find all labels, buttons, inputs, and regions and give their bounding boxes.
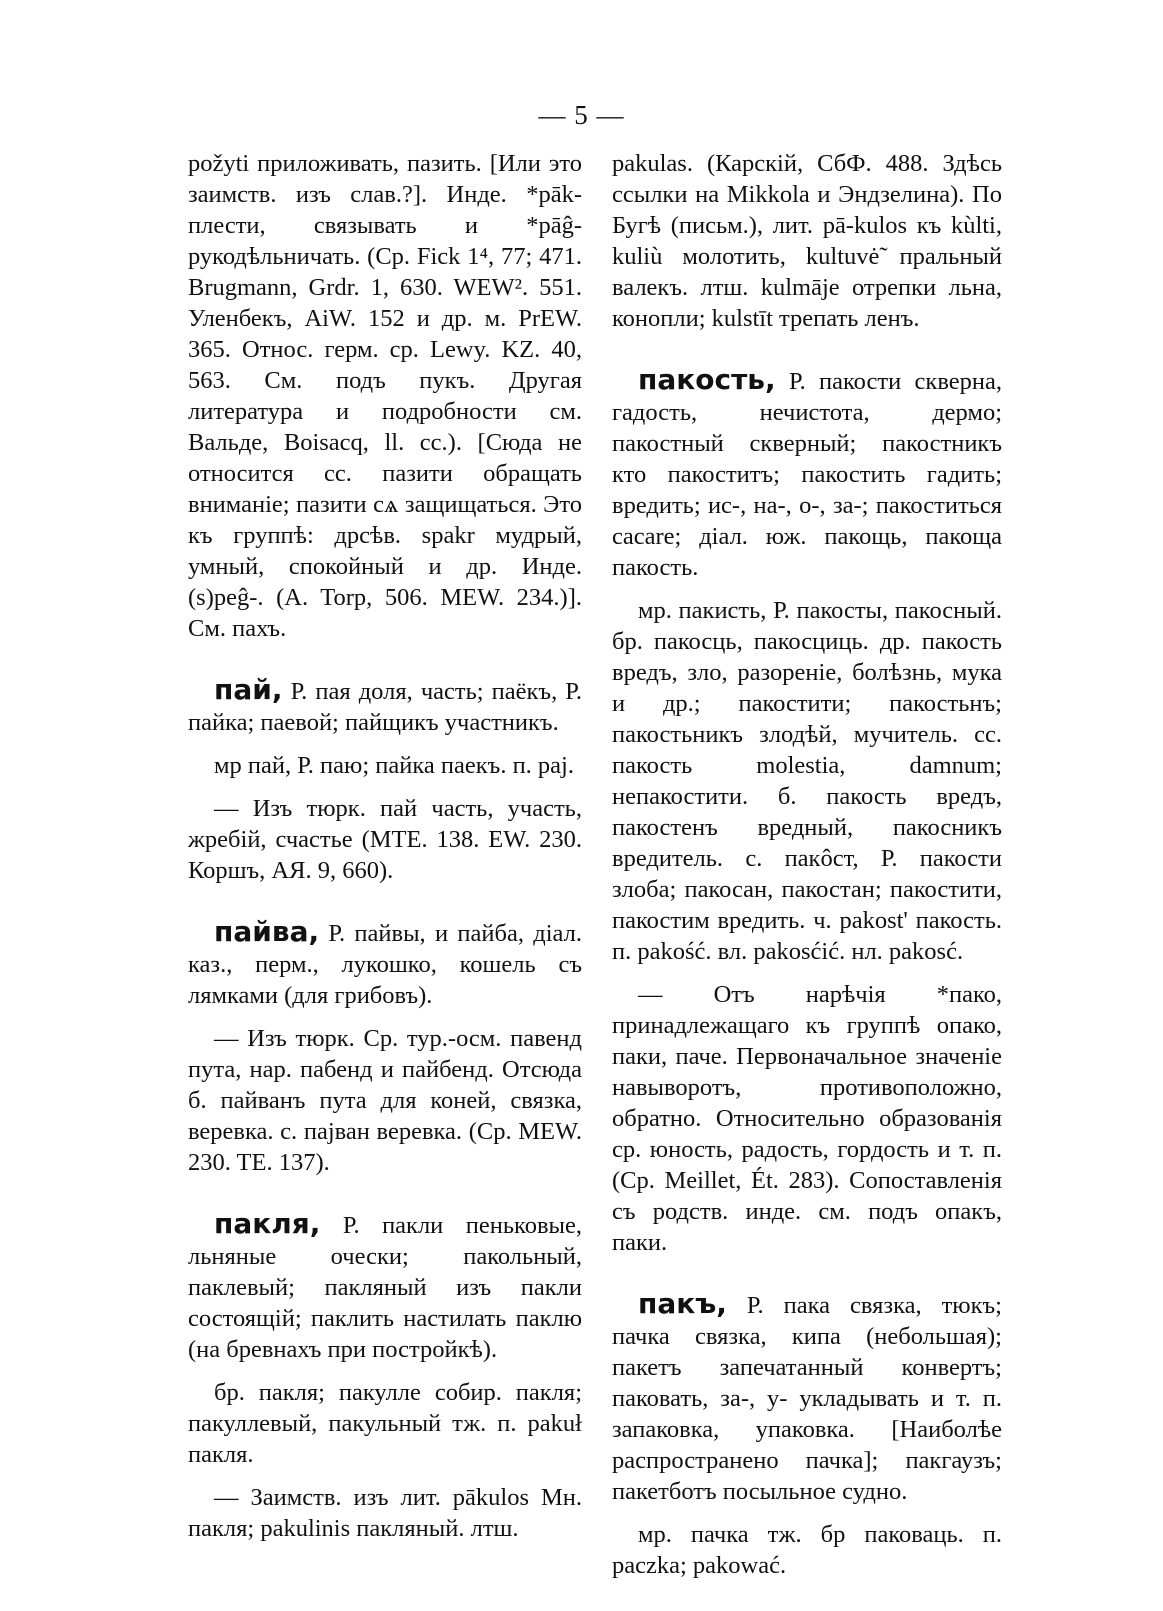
- entry-etymology: — Изъ тюрк. Ср. тур.-осм. павенд пута, нар. пабенд и пайбенд. Отсюда б. пайванъ пута для коней, связка, веревка. с. пајван веревка. (Ср. MEW. 230. TE. 137).: [188, 1025, 582, 1176]
- entry-etymology: — Заимств. изъ лит. pākulos Мн. пакля; pakulinis пакляный. лтш.: [188, 1484, 582, 1542]
- headword: пакля,: [214, 1207, 321, 1240]
- entry-definition: Р. пая доля, часть; паёкъ, Р. пайка; паевой; пайщикъ участникъ.: [188, 678, 582, 736]
- entry-main: [612, 364, 1002, 583]
- left-column: [188, 148, 582, 1574]
- entry-continuation-right: [612, 148, 1002, 334]
- headword: пакость,: [638, 363, 776, 396]
- entry-definition: Р. пакли пеньковые, льняные очески; пакольный, паклевый; пакляный изъ пакли состоящій; паклить настилать паклю (на бревнахъ при постройкѣ).: [188, 1212, 582, 1363]
- entry-main: [188, 1208, 582, 1365]
- continuation-text: požyti приложивать, пазить. [Или это заимств. изъ слав.?]. Инде. *pāk- плести, связывать и *pāĝ- рукодѣльничать. (Ср. Fick 1⁴, 77; 471. Brugmann, Grdr. 1, 630. WEW². 551. Уленбекъ, AiW. 152 и др. м. PrEW. 365. Относ. герм. ср. Lewy. KZ. 40, 563. См. подъ пукъ. Другая литература и подробности см. Вальде, Boisacq, ll. cc.). [Сюда не относится сс. пазити обращать вниманіе; пазити сѧ защищаться. Это къ группѣ: дрсѣв. spakr мудрый, умный, спокойный и др. Инде. (s)peĝ-. (A. Torp, 506. MEW. 234.)]. См. пахъ.: [188, 150, 582, 642]
- entry-definition: Р. пайвы, и пайба, діал. каз., перм., лукошко, кошель съ лямками (для грибовъ).: [188, 920, 582, 1009]
- entry-main: [612, 1288, 1002, 1507]
- entry-dialects: бр. пакля; пакулле собир. пакля; пакуллевый, пакульный тж. п. pakuł пакля.: [188, 1379, 582, 1468]
- entry-paiva: [188, 916, 582, 1178]
- entry-etymology: — Изъ тюрк. пай часть, участь, жребій, счастье (MTE. 138. EW. 230. Коршъ, АЯ. 9, 660).: [188, 795, 582, 884]
- page-number: — 5 —: [538, 100, 625, 130]
- entry-definition: Р. пака связка, тюкъ; пачка связка, кипа (небольшая); пакетъ запечатанный конвертъ; паковать, за-, у- укладывать и т. п. запаковка, упаковка. [Наиболѣе распространено пачка]; пакгаузъ; пакетботъ посыльное судно.: [612, 1292, 1002, 1505]
- entry-pakost: [612, 364, 1002, 1258]
- entry-definition: Р. пакости скверна, гадость, нечистота, дермо; пакостный скверный; пакостникъ кто пакоститъ; пакостить гадить; вредить; ис-, на-, о-, за-; пакоститься cacare; діал. юж. пакощь, пакоща пакость.: [612, 368, 1002, 581]
- entry-dialects: мр. пакисть, Р. пакосты, пакосный. бр. пакосць, пакосциць. др. пакость вредъ, зло, разореніе, болѣзнь, мука и др.; пакостити; пакостьнъ; пакостьникъ злодѣй, мучитель. сс. пакость molestia, damnum; непакостити. б. пакость вредъ, пакостенъ вредный, пакосникъ вредитель. с. пакôст, Р. пакости злоба; пакосан, пакостан; пакостити, пакостим вредить. ч. pakost' пакость. п. pakość. вл. pakosćić. нл. pakosć.: [612, 597, 1002, 965]
- entry-etymology: — Отъ нарѣчія *пако, принадлежащаго къ группѣ опако, паки, паче. Первоначальное значеніе навыворотъ, противоположно, обратно. Относительно образованія ср. юность, радость, гордость и т. п. (Ср. Meillet, Ét. 283). Сопоставленія съ родств. инде. см. подъ опакъ, паки.: [612, 981, 1002, 1256]
- entry-paklya: [188, 1208, 582, 1544]
- entry-pak: [612, 1288, 1002, 1581]
- entry-main: [188, 916, 582, 1011]
- entry-continuation-left: [188, 148, 582, 644]
- entry-main: [188, 674, 582, 738]
- headword: пайва,: [214, 915, 320, 948]
- entry-dialects: мр. пачка тж. бр паковаць. п. paczka; pakować.: [612, 1521, 1002, 1579]
- headword: пай,: [214, 673, 283, 706]
- right-column: [612, 148, 1002, 1611]
- headword: пакъ,: [638, 1287, 727, 1320]
- entry-pai: [188, 674, 582, 886]
- continuation-text: pakulas. (Карскій, СбФ. 488. Здѣсь ссылки на Mikkola и Эндзелина). По Бугѣ (письм.), лит. pā-kulos къ kùlti, kuliù молотить, kultuvė̃ пральный валекъ. лтш. kulmāje отрепки льна, конопли; kulstīt трепать ленъ.: [612, 150, 1002, 332]
- entry-dialects: мр пай, Р. паю; пайка паекъ. п. paj.: [214, 752, 574, 779]
